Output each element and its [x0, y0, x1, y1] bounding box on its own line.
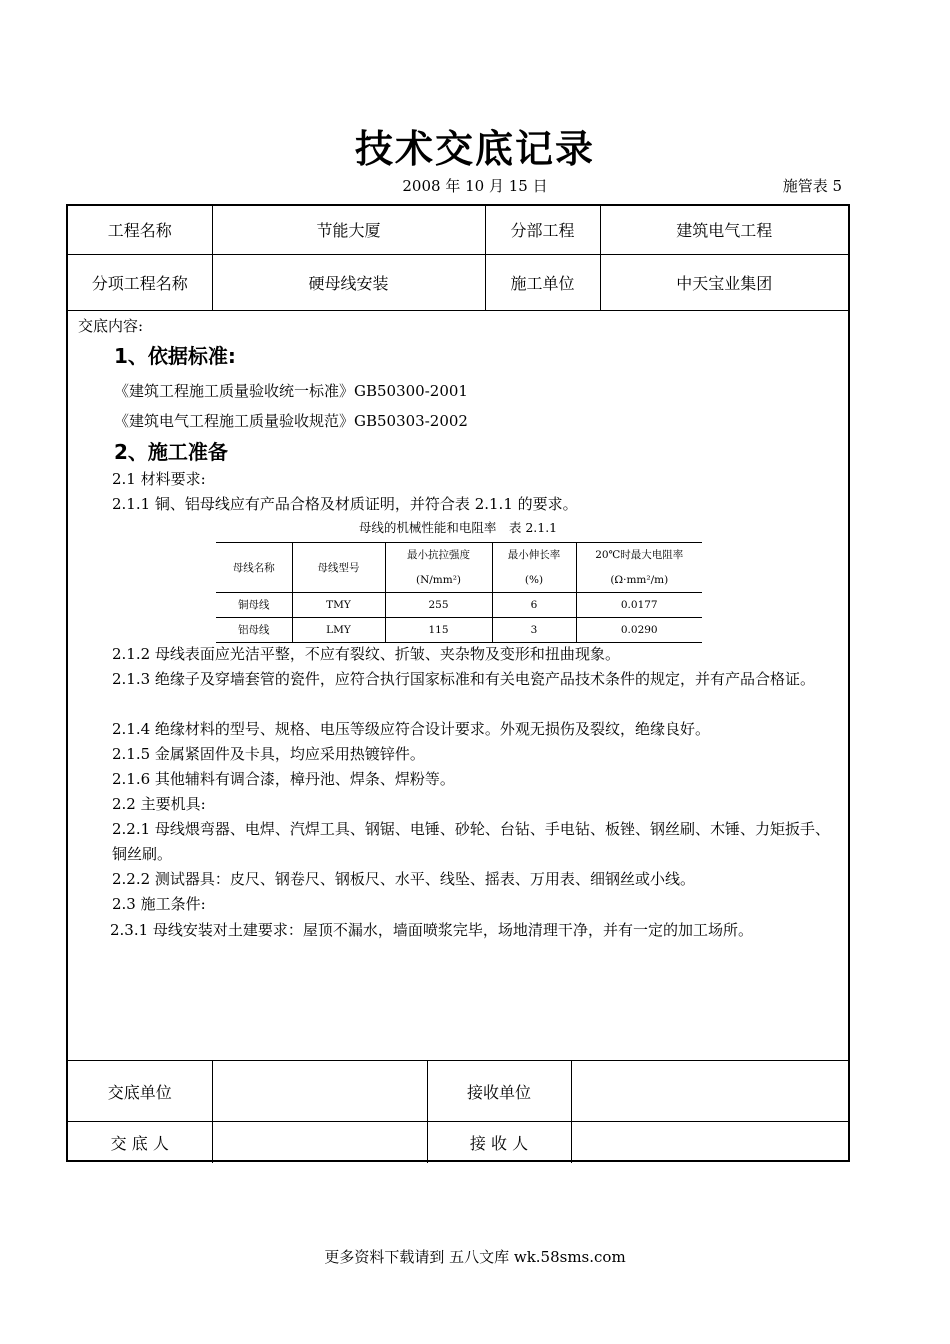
issuer-unit-field[interactable] [212, 1061, 427, 1122]
receiver-unit-label: 接收单位 [427, 1061, 571, 1122]
table-cell: 255 [385, 593, 492, 618]
spec-header-cell [576, 543, 702, 593]
receiver-field[interactable] [571, 1122, 848, 1163]
issuer-label: 交 底 人 [68, 1122, 212, 1163]
paragraph: 2.3 施工条件: [112, 895, 206, 913]
section-2-heading: 2、施工准备 [114, 440, 228, 464]
table-cell: 0.0177 [576, 593, 702, 618]
paragraph: 2.2.2 测试器具：皮尺、钢卷尺、钢板尺、水平、线坠、摇表、万用表、细钢丝或小线。 [112, 870, 695, 888]
table-row [216, 593, 702, 618]
paragraph: 2.3.1 母线安装对土建要求：屋顶不漏水，墙面喷浆完毕，场地清理干净，并有一定的加工场所。 [110, 921, 753, 939]
spec-header-cell: 母线名称 [216, 543, 292, 593]
paragraph: 2.2 主要机具: [112, 795, 206, 813]
table-cell: 3 [492, 618, 576, 643]
contractor: 中天宝业集团 [600, 254, 848, 310]
spec-header-cell [385, 543, 492, 593]
content-label: 交底内容: [78, 317, 144, 335]
project-name-label: 工程名称 [68, 206, 212, 254]
receiver-label: 接 收 人 [427, 1122, 571, 1163]
table-cell: 铜母线 [216, 593, 292, 618]
header-unit: (%) [524, 574, 544, 586]
paragraph: 2.1.3 绝缘子及穿墙套管的瓷件，应符合执行国家标准和有关电瓷产品技术条件的规定，并有产品合格证。 [112, 670, 815, 688]
header-text: 最小伸长率 [507, 549, 561, 561]
table-cell: TMY [292, 593, 385, 618]
issuer-field[interactable] [212, 1122, 427, 1163]
header-unit: (N/mm²) [415, 574, 462, 586]
table-cell: 铝母线 [216, 618, 292, 643]
table-caption: 母线的机械性能和电阻率 表 2.1.1 [358, 520, 558, 535]
subitem-label: 分项工程名称 [68, 254, 212, 310]
date: 2008 年 10 月 15 日 [402, 177, 548, 195]
signature-table [68, 1060, 848, 1163]
paragraph: 2.1.6 其他辅料有调合漆，樟丹池、焊条、焊粉等。 [112, 770, 455, 788]
table-cell: 115 [385, 618, 492, 643]
paragraph: 2.1.5 金属紧固件及卡具，均应采用热镀锌件。 [112, 745, 425, 763]
receiver-unit-field[interactable] [571, 1061, 848, 1122]
record-form [66, 204, 850, 1162]
form-number: 施管表 5 [782, 177, 842, 195]
table-cell: 6 [492, 593, 576, 618]
spec-table [216, 542, 702, 643]
standard-item: 《建筑工程施工质量验收统一标准》GB50300-2001 [114, 382, 468, 400]
paragraph: 2.1.2 母线表面应光洁平整，不应有裂纹、折皱、夹杂物及变形和扭曲现象。 [112, 645, 620, 663]
section-1-heading: 1、依据标准: [114, 344, 236, 368]
contractor-label: 施工单位 [485, 254, 600, 310]
spec-header-cell [492, 543, 576, 593]
paragraph: 2.1.4 绝缘材料的型号、规格、电压等级应符合设计要求。外观无损伤及裂纹，绝缘良好。 [112, 720, 710, 738]
division: 建筑电气工程 [600, 206, 848, 254]
header-text: 最小抗拉强度 [407, 549, 470, 561]
paragraph: 2.1 材料要求: [112, 470, 206, 488]
footer-link[interactable]: 更多资料下载请到 五八文库 wk.58sms.com [324, 1248, 626, 1266]
project-name: 节能大厦 [212, 206, 485, 254]
header-text: 20℃时最大电阻率 [595, 549, 684, 561]
subitem: 硬母线安装 [212, 254, 485, 310]
table-row [216, 618, 702, 643]
paragraph: 2.1.1 铜、铝母线应有产品合格及材质证明，并符合表 2.1.1 的要求。 [112, 495, 578, 513]
division-label: 分部工程 [485, 206, 600, 254]
spec-header-cell: 母线型号 [292, 543, 385, 593]
issuer-unit-label: 交底单位 [68, 1061, 212, 1122]
table-cell: 0.0290 [576, 618, 702, 643]
page-title: 技术交底记录 [354, 127, 595, 171]
header-table [68, 206, 848, 311]
paragraph: 2.2.1 母线煨弯器、电焊、汽焊工具、钢锯、电锤、砂轮、台钻、手电钻、板锉、钢丝刷、木锤、力矩扳手、铜丝刷。 [112, 820, 830, 863]
standard-item: 《建筑电气工程施工质量验收规范》GB50303-2002 [114, 412, 468, 430]
header-unit: (Ω·mm²/m) [610, 574, 669, 586]
table-cell: LMY [292, 618, 385, 643]
